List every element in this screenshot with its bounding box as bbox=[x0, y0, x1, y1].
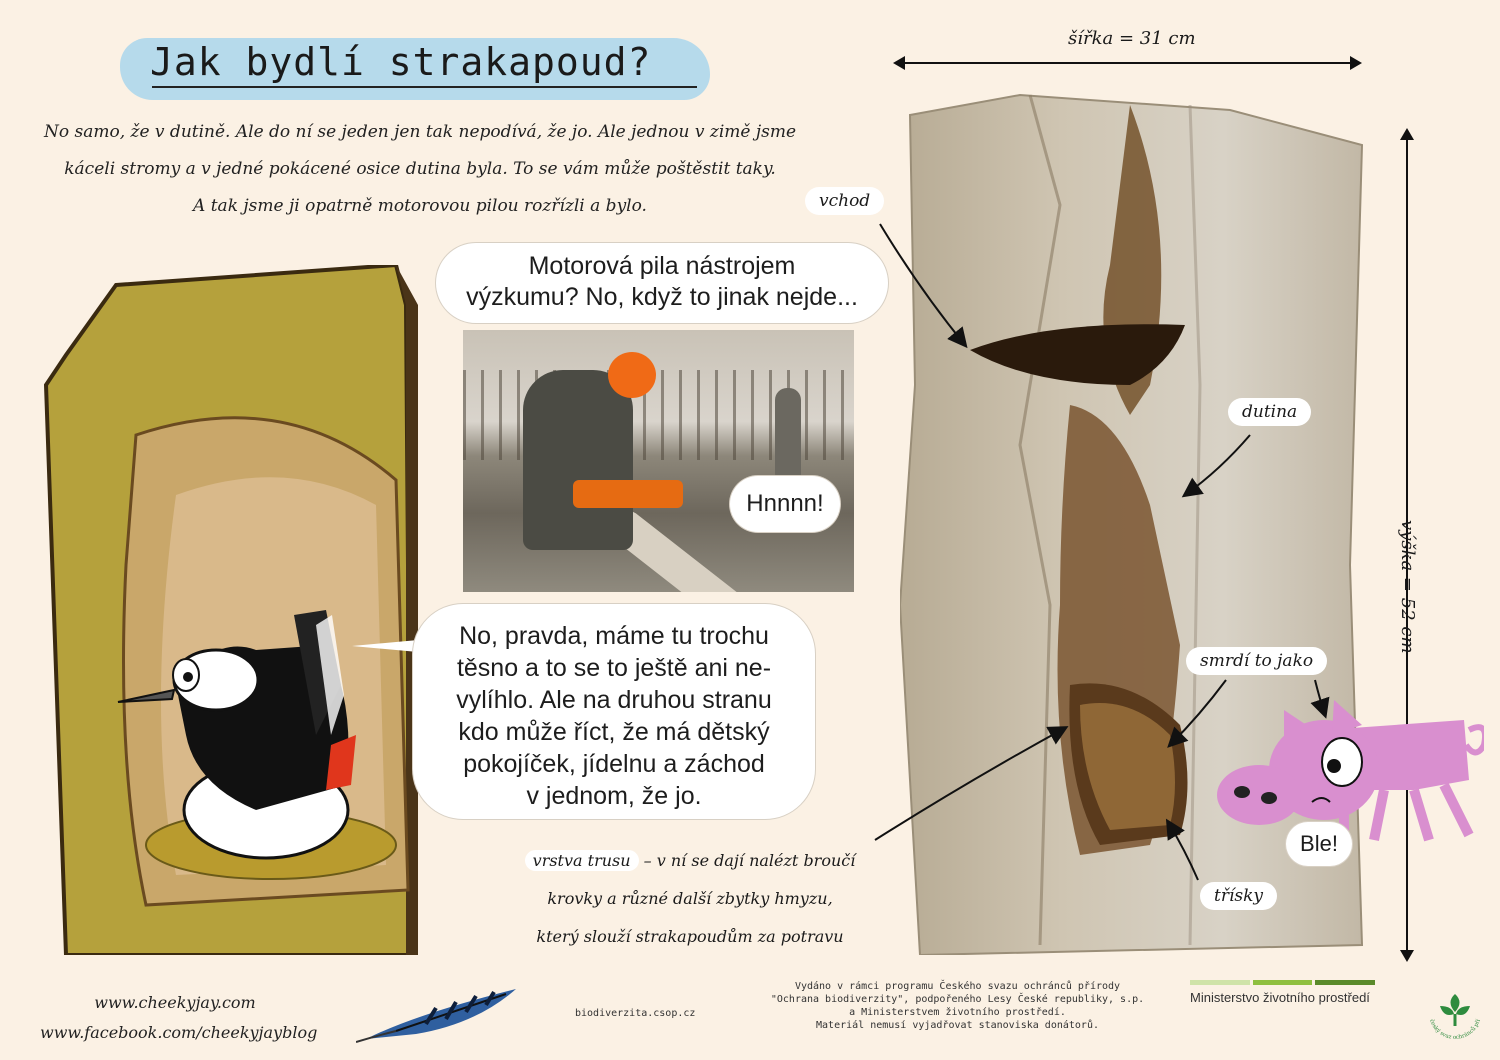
bar-segment bbox=[1190, 980, 1250, 985]
label-smell: smrdí to jako bbox=[1186, 647, 1327, 675]
bar-segment bbox=[1315, 980, 1375, 985]
note-line bbox=[490, 842, 890, 880]
note-line-rest: – v ní se dají nalézt broučí bbox=[638, 851, 856, 870]
height-label: výška = 52 cm bbox=[1397, 520, 1418, 654]
width-label: šířka = 31 cm bbox=[1068, 28, 1196, 49]
bubble-line: kdo může říct, že má dětský bbox=[458, 718, 770, 746]
bubble-line: vylíhlo. Ale na druhou stranu bbox=[456, 686, 772, 714]
speech-bubble-ble: Ble! bbox=[1286, 822, 1352, 866]
bubble-line: Motorová pila nástrojem bbox=[528, 252, 796, 280]
csop-logo-icon bbox=[1422, 980, 1488, 1046]
ministry-color-bar bbox=[1190, 980, 1375, 985]
page-title: Jak bydlí strakapoud? bbox=[150, 40, 652, 84]
label-entrance: vchod bbox=[805, 187, 884, 215]
intro-line: káceli stromy a v jedné pokácené osice dutina byla. To se vám může poštěstit taky. bbox=[64, 159, 776, 179]
credits-text bbox=[760, 980, 1155, 1032]
credits-line: "Ochrana biodiverzity", podpořeného Lesy České republiky, s.p. bbox=[770, 994, 1145, 1005]
note-line: který slouží strakapoudům za potravu bbox=[536, 927, 844, 946]
credits-line: a Ministerstvem životního prostředí. bbox=[849, 1007, 1066, 1018]
jay-feather-icon bbox=[356, 984, 522, 1044]
footer-links bbox=[40, 988, 318, 1048]
site-link[interactable]: biodiverzita.csop.cz bbox=[575, 1008, 696, 1019]
note-line: krovky a různé další zbytky hmyzu, bbox=[547, 889, 833, 908]
bubble-line: výzkumu? No, když to jinak nejde... bbox=[466, 283, 858, 311]
bubble-line: pokojíček, jídelnu a záchod bbox=[463, 750, 765, 778]
facebook-link[interactable]: www.facebook.com/cheekyjayblog bbox=[40, 1023, 318, 1042]
speech-bubble-hnnn: Hnnnn! bbox=[730, 476, 840, 532]
website-link[interactable]: www.cheekyjay.com bbox=[94, 993, 256, 1012]
droppings-highlight: vrstva trusu bbox=[525, 850, 639, 871]
bar-segment bbox=[1253, 980, 1313, 985]
intro-line: A tak jsme ji opatrně motorovou pilou rozřízli a bylo. bbox=[193, 196, 647, 216]
bubble-line: těsno a to se to ještě ani ne- bbox=[456, 654, 772, 682]
intro-line: No samo, že v dutině. Ale do ní se jeden jen tak nepodívá, že jo. Ale jednou v zimě jsme bbox=[43, 122, 797, 142]
ministry-logo-text: Ministerstvo životního prostředí bbox=[1190, 990, 1370, 1005]
bubble-line: v jednom, že jo. bbox=[526, 782, 702, 810]
bubble-line: No, pravda, máme tu trochu bbox=[459, 622, 769, 650]
droppings-note bbox=[490, 842, 890, 956]
credits-line: Materiál nemusí vyjadřovat stanoviska donátorů. bbox=[816, 1020, 1099, 1031]
label-cavity: dutina bbox=[1228, 398, 1311, 426]
credits-line: Vydáno v rámci programu Českého svazu ochránců přírody bbox=[794, 981, 1121, 992]
csop-logo-text: český svaz ochránců pří bbox=[1428, 1018, 1482, 1041]
label-chips: třísky bbox=[1200, 882, 1277, 910]
